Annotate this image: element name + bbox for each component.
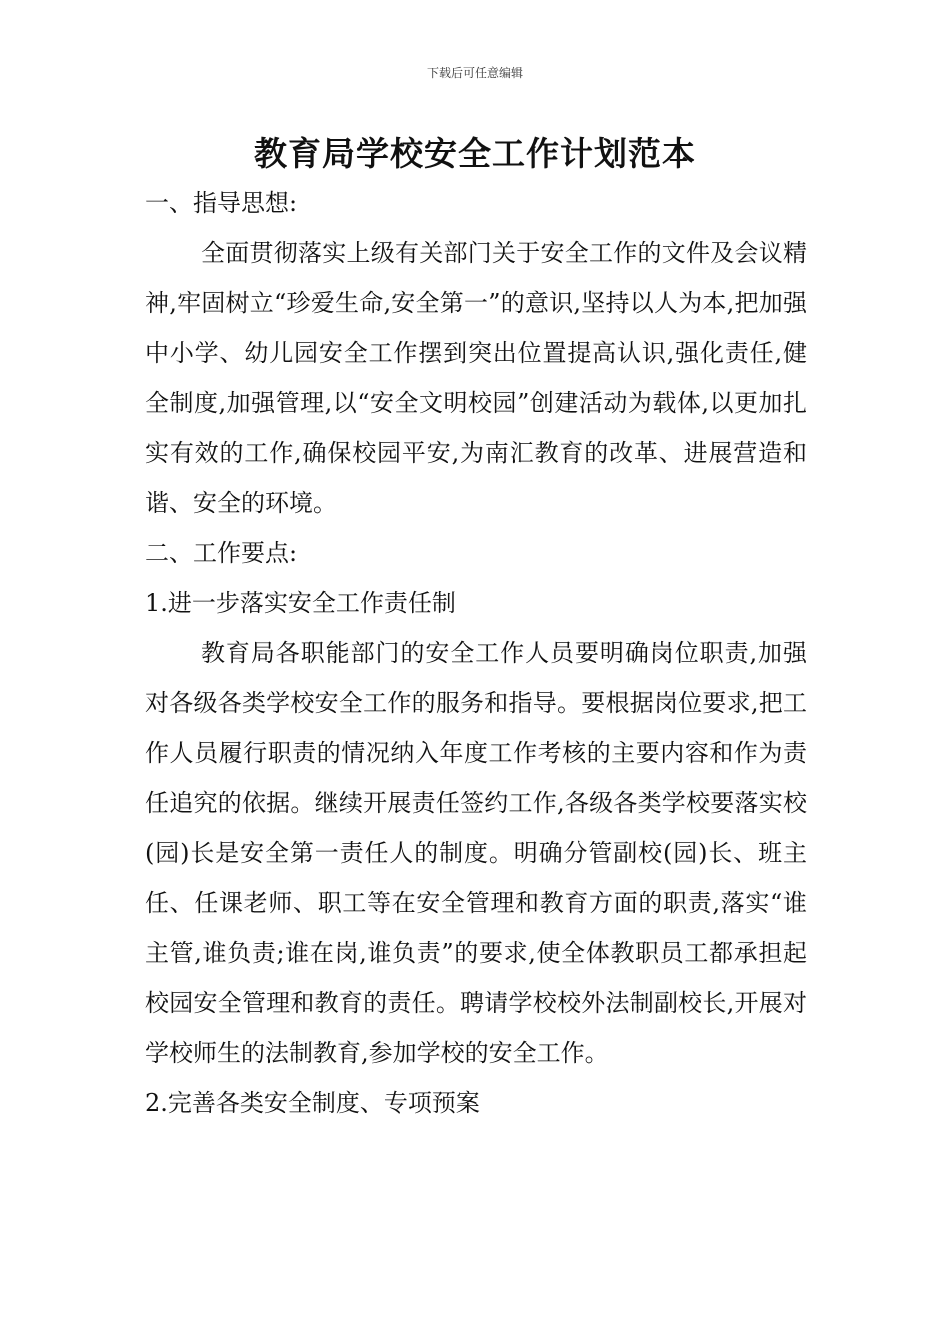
section-heading-guiding-thought: 一、指导思想: [145,189,298,217]
document-title: 教育局学校安全工作计划范本 [254,134,696,173]
header-note: 下载后可任意编辑 [426,66,523,80]
paragraph-guiding-thought: 全面贯彻落实上级有关部门关于安全工作的文件及会议精神,牢固树立“珍爱生命,安全第一”的意识,坚持以人为本,把加强中小学、幼儿园安全工作摆到突出位置提高认识,强化责任,健全制度,加强管理,以“安全文明校园”创建活动为载体,以更加扎实有效的工作,确保校园平安,为南汇教育的改革、进展营造和谐、安全的环境。 [145,239,807,517]
document-body [145,178,807,1128]
paragraph-responsibility: 教育局各职能部门的安全工作人员要明确岗位职责,加强对各级各类学校安全工作的服务和指导。要根据岗位要求,把工作人员履行职责的情况纳入年度工作考核的主要内容和作为责任追究的依据。继续开展责任签约工作,各级各类学校要落实校(园)长是安全第一责任人的制度。明确分管副校(园)长、班主任、任课老师、职工等在安全管理和教育方面的职责,落实“谁主管,谁负责;谁在岗,谁负责”的要求,使全体教职员工都承担起校园安全管理和教育的责任。聘请学校校外法制副校长,开展对学校师生的法制教育,参加学校的安全工作。 [145,639,807,1067]
item-heading-responsibility: 1.进一步落实安全工作责任制 [145,589,456,617]
section-heading-work-points: 二、工作要点: [145,539,298,567]
item-heading-safety-systems: 2.完善各类安全制度、专项预案 [145,1089,480,1117]
